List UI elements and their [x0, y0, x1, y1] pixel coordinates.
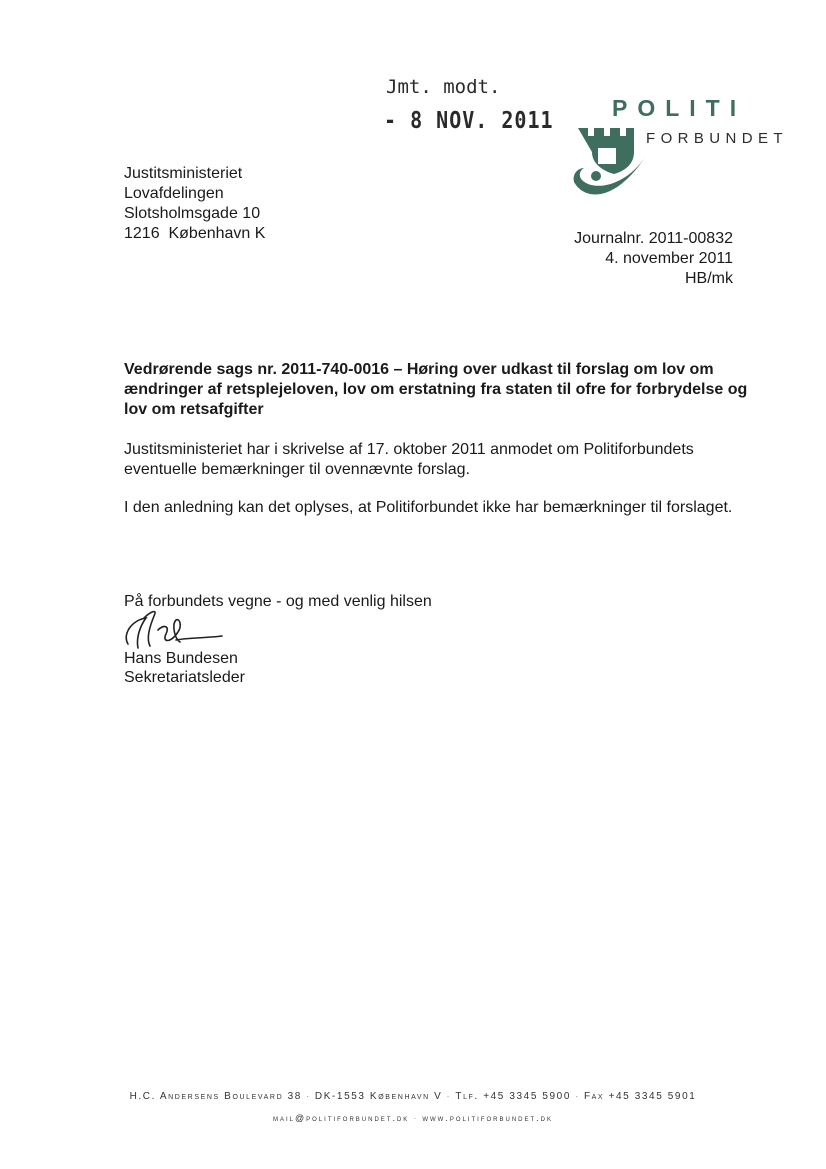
recipient-line: Lovafdelingen — [124, 185, 224, 202]
logo-word-forbundet: FORBUNDET — [646, 130, 788, 147]
recipient-line: 1216 København K — [124, 225, 266, 242]
footer-email-link[interactable]: mail@politiforbundet.dk — [273, 1113, 410, 1123]
body-paragraph: Justitsministeriet har i skrivelse af 17. oktober 2011 anmodet om Politiforbundets eventuelle bemærkninger til ovennævnte forslag. — [124, 441, 694, 478]
footer-web-line: mail@politiforbundet.dk · www.politiforbundet.dk — [273, 1113, 553, 1123]
footer-postal: DK-1553 København V — [314, 1091, 443, 1102]
initials: HB/mk — [685, 270, 733, 287]
recipient-line: Justitsministeriet — [124, 165, 243, 182]
footer-contact-line: H.C. Andersens Boulevard 38 · DK-1553 København V · Tlf. +45 3345 5900 · Fax +45 3345 5901 — [129, 1091, 697, 1102]
body-paragraph: I den anledning kan det oplyses, at Politiforbundet ikke har bemærkninger til forslaget. — [124, 499, 733, 516]
footer-website-link[interactable]: www.politiforbundet.dk — [422, 1113, 553, 1123]
journal-number: Journalnr. 2011-00832 — [574, 230, 733, 247]
footer-phone: Tlf. +45 3345 5900 — [455, 1091, 572, 1102]
logo-word-politi: POLITI — [612, 95, 747, 121]
subject-heading: Vedrørende sags nr. 2011-740-0016 – Høring over udkast til forslag om lov om ændringer af retsplejeloven, lov om erstatning fra staten til ofre for forbrydelse og lov om retsafgifter — [124, 361, 748, 418]
recipient-line: Slotsholmsgade 10 — [124, 205, 261, 222]
signer-name: Hans Bundesen — [124, 650, 238, 667]
received-stamp-label: Jmt. modt. — [386, 76, 501, 98]
signer-title: Sekretariatsleder — [124, 669, 245, 686]
closing-line: På forbundets vegne - og med venlig hilsen — [124, 593, 432, 610]
recipient-address — [124, 164, 265, 244]
footer-address: H.C. Andersens Boulevard 38 — [129, 1091, 302, 1102]
footer-fax: Fax +45 3345 5901 — [583, 1091, 697, 1102]
received-stamp-date: - 8 NOV. 2011 — [384, 106, 554, 134]
politi-emblem-icon — [570, 124, 670, 206]
letter-date: 4. november 2011 — [605, 250, 733, 267]
reference-block — [574, 229, 733, 289]
